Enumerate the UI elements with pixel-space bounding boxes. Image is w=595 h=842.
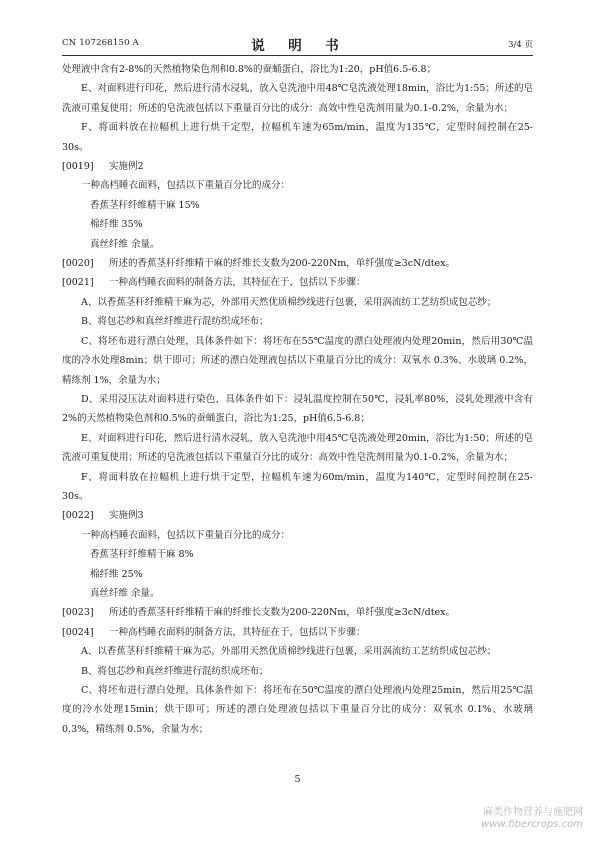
paragraph: 香蕉茎秆纤维精干麻 8%	[90, 549, 194, 561]
paragraph: 一种高档睡衣面料，包括以下重量百分比的成分：	[81, 180, 291, 192]
paragraph: C、将坯布进行漂白处理，具体条件如下：将坯布在55℃温度的漂白处理液内处理20min，然后用30℃温度的冷水处理8min；烘干即可；所述的漂白处理液包括以下重量百分比的成分：双氧水 0.3%、水玻璃 0.2%，精练剂 1%，余量为水；	[62, 335, 533, 386]
numbered-paragraph	[62, 273, 533, 292]
page-info: 3/4 页	[508, 40, 533, 50]
paragraph-text: 所述的香蕉茎秆纤维精干麻的纤维长支数为200-220Nm，单纤强度≥3cN/dtex。	[109, 607, 456, 619]
paragraph: 真丝纤维 余量。	[90, 238, 160, 250]
paragraph: B、将包芯纱和真丝纤维进行混纺织成坯布；	[81, 316, 269, 328]
paragraph-text: 一种高档睡衣面料的制备方法，其特征在于，包括以下步骤：	[109, 626, 366, 638]
paragraph: 香蕉茎秆纤维精干麻 15%	[90, 199, 200, 211]
numbered-paragraph	[62, 623, 533, 642]
numbered-paragraph	[62, 603, 533, 622]
paragraph: 棉纤维 35%	[90, 219, 143, 231]
paragraph-number: [0024]	[62, 626, 94, 638]
paragraph-number: [0020]	[62, 258, 94, 270]
paragraph: C、将坯布进行漂白处理，具体条件如下：将坯布在50℃温度的漂白处理液内处理25min，然后用25℃温度的冷水处理15min；烘干即可；所述的漂白处理液包括以下重量百分比的成分：双氧水 0.1%、水玻璃 0.3%，精练剂 0.5%，余量为水；	[62, 685, 533, 735]
paragraph: F、将面料放在拉幅机上进行烘干定型，拉幅机车速为60m/min，温度为140℃，定型时间控制在25-30s。	[62, 471, 533, 502]
numbered-paragraph	[62, 254, 533, 273]
paragraph-text: 实施例2	[109, 161, 144, 173]
header-rule	[62, 55, 533, 56]
paragraph-text: 实施例3	[109, 510, 144, 522]
watermark-text-url: www.fibercrops.com	[481, 819, 583, 830]
paragraph-text: 所述的香蕉茎秆纤维精干麻的纤维长支数为200-220Nm，单纤强度≥3cN/dtex。	[109, 258, 456, 270]
paragraph-number: [0022]	[62, 510, 94, 522]
publication-number: CN 107268150 A	[62, 38, 139, 48]
document-title: 说 明 书	[251, 38, 344, 54]
paragraph: 一种高档睡衣面料，包括以下重量百分比的成分：	[81, 529, 291, 541]
paragraph-number: [0023]	[62, 607, 94, 619]
paragraph: D、采用浸压法对面料进行染色，具体条件如下：浸轧温度控制在50℃，浸轧率80%，浸轧处理液中含有2%的天然植物染色剂和0.5%的蚕蛹蛋白，浴比为1:25，pH值6.5-6.8；	[62, 393, 533, 425]
page-number: 5	[294, 774, 301, 785]
paragraph-number: [0019]	[62, 161, 94, 173]
paragraph: 真丝纤维 余量。	[90, 587, 160, 599]
numbered-paragraph	[62, 506, 533, 525]
paragraph-text: 一种高档睡衣面料的制备方法，其特征在于，包括以下步骤：	[109, 277, 366, 289]
paragraph: F、将面料放在拉幅机上进行烘干定型，拉幅机车速为65m/min，温度为135℃，定型时间控制在25-30s。	[62, 122, 533, 153]
paragraph: A、以香蕉茎秆纤维精干麻为芯，外部用天然优质棉纱线进行包裹，采用涡流纺工艺纺织成包芯纱；	[81, 296, 497, 308]
paragraph-number: [0021]	[62, 277, 94, 289]
paragraph: E、对面料进行印花，然后进行清水浸轧，放入皂洗池中用45℃皂洗液处理20min，浴比为1:50；所述的皂洗液可重复使用；所述的皂洗液包括以下重量百分比的成分：高效中性皂洗剂用量为0.1-0.2%，余量为水；	[62, 432, 533, 464]
watermark-text-cn: 麻类作物营养与施肥网	[483, 807, 583, 818]
paragraph: 处理液中含有2-8%的天然植物染色剂和0.8%的蚕蛹蛋白，浴比为1:20，pH值6.5-6.8；	[62, 64, 437, 75]
paragraph: 棉纤维 25%	[90, 568, 143, 580]
paragraph: B、将包芯纱和真丝纤维进行混纺织成坯布；	[81, 665, 269, 677]
document-body	[62, 60, 533, 739]
paragraph: A、以香蕉茎秆纤维精干麻为芯，外部用天然优质棉纱线进行包裹，采用涡流纺工艺纺织成包芯纱；	[81, 646, 497, 658]
page-header	[62, 34, 533, 52]
watermark-logo	[453, 806, 583, 831]
numbered-paragraph	[62, 157, 533, 176]
paragraph: E、对面料进行印花，然后进行清水浸轧，放入皂洗池中用48℃皂洗液处理18min，浴比为1:55；所述的皂洗液可重复使用；所述的皂洗液包括以下重量百分比的成分：高效中性皂洗剂用量为0.1-0.2%，余量为水；	[62, 83, 533, 114]
